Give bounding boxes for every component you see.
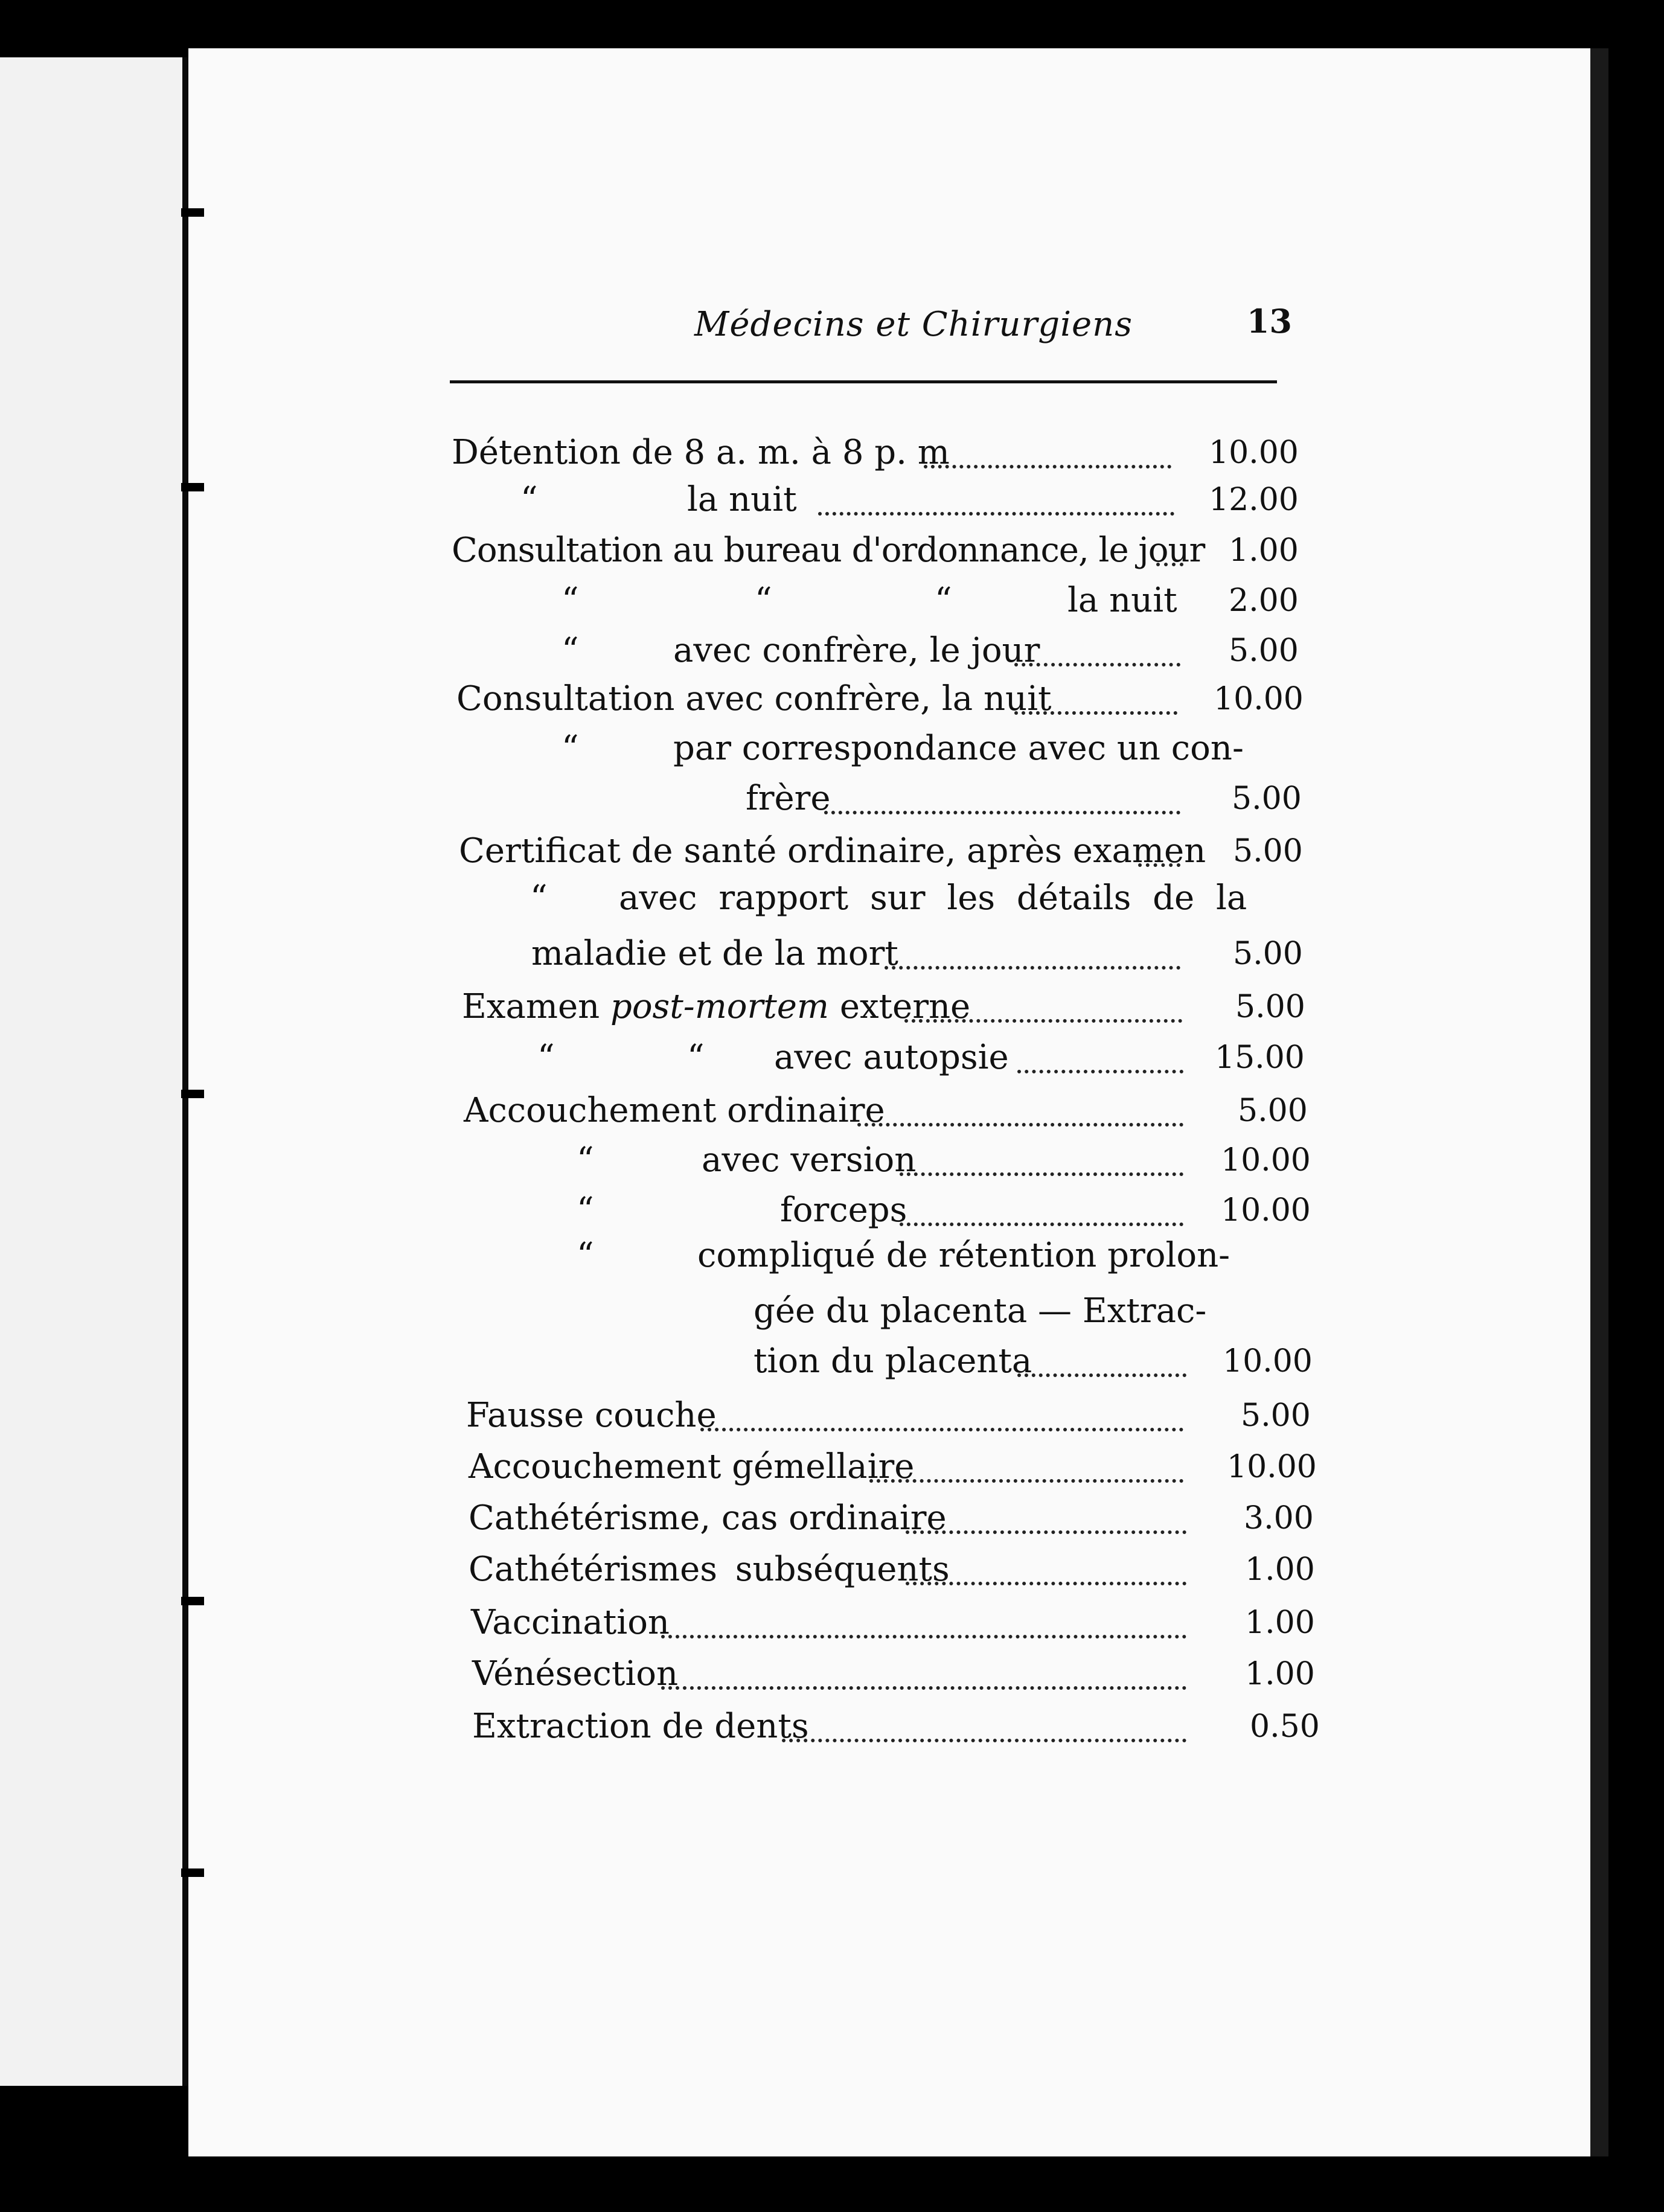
page-number: 13: [1246, 302, 1292, 340]
fee-row: [0, 1702, 1664, 1751]
ditto-mark: “: [687, 1038, 705, 1077]
dot-leader: [906, 1576, 1186, 1585]
fee-row: [0, 1392, 1664, 1440]
fee-label: la nuit: [687, 480, 797, 519]
dot-leader: [1014, 657, 1180, 666]
fee-row: [0, 1650, 1664, 1698]
header-rule: [450, 380, 1277, 383]
fee-label: Vaccination: [471, 1603, 670, 1642]
fee-label: maladie et de la mort: [531, 934, 898, 973]
fee-label: par correspondance avec un con-: [673, 729, 1244, 768]
fee-label: forceps: [780, 1191, 907, 1230]
dot-leader: [1138, 857, 1180, 867]
fee-row: [0, 476, 1664, 524]
fee-label: Consultation au bureau d'ordonnance, le jour: [452, 531, 1205, 570]
fee-label: avec autopsie: [774, 1038, 1009, 1077]
dot-leader: [924, 459, 1171, 468]
fee-row: [0, 1186, 1664, 1235]
dot-leader: [857, 1117, 1183, 1127]
fee-row: [0, 1337, 1664, 1386]
fee-row: [0, 983, 1664, 1031]
dot-leader: [824, 805, 1180, 814]
fee-label: Certificat de santé ordinaire, après examen: [459, 831, 1206, 871]
dot-leader: [661, 1629, 1186, 1638]
dot-leader: [900, 1166, 1183, 1176]
fee-row: [0, 930, 1664, 978]
fee-label: Accouchement gémellaire: [469, 1447, 915, 1486]
ditto-mark: “: [520, 480, 538, 519]
fee-row: [0, 827, 1664, 875]
dot-leader: [661, 1680, 1186, 1690]
ditto-mark: “: [755, 581, 772, 620]
ditto-mark: “: [935, 581, 952, 620]
dot-leader: [904, 1013, 1182, 1023]
fee-amount: 1.00: [1229, 532, 1299, 569]
fee-label: Vénésection: [472, 1654, 679, 1693]
fee-row: [0, 724, 1664, 773]
fee-amount: 1.00: [1245, 1656, 1315, 1692]
fee-label: gée du placenta — Extrac-: [754, 1291, 1207, 1331]
fee-row: [0, 1087, 1664, 1135]
dot-leader: [1017, 1064, 1183, 1073]
fee-label: avec confrère, le jour: [673, 631, 1040, 670]
fee-amount: 3.00: [1244, 1500, 1314, 1536]
fee-label: Consultation avec confrère, la nuit: [456, 679, 1052, 718]
ditto-mark: “: [530, 878, 548, 918]
ditto-mark: “: [577, 1236, 594, 1275]
fee-label: la nuit: [1067, 581, 1177, 620]
fee-row: [0, 874, 1664, 922]
fee-label: Extraction de dents: [472, 1707, 809, 1746]
binding-stitch: [181, 1868, 204, 1877]
ditto-mark: “: [562, 631, 579, 670]
fee-label: Examen post-mortem externe: [462, 987, 971, 1026]
ditto-mark: “: [577, 1191, 594, 1230]
fee-amount: 0.50: [1250, 1709, 1320, 1745]
fee-row: [0, 1136, 1664, 1184]
fee-amount: 10.00: [1214, 681, 1304, 717]
fee-label: Cathétérismes subséquents: [469, 1550, 950, 1589]
dot-leader: [700, 1422, 1183, 1431]
fee-amount: 12.00: [1209, 482, 1299, 518]
dot-leader: [869, 1473, 1183, 1483]
fee-amount: 1.00: [1245, 1552, 1315, 1588]
fee-row: [0, 675, 1664, 723]
fee-label: tion du placenta: [754, 1341, 1032, 1381]
fee-label: Détention de 8 a. m. à 8 p. m: [452, 433, 950, 472]
fee-label: Fausse couche: [466, 1396, 717, 1435]
fee-row: [0, 1599, 1664, 1647]
ditto-mark: “: [577, 1140, 594, 1180]
fee-row: [0, 429, 1664, 477]
fee-amount: 5.00: [1233, 833, 1303, 869]
page-header: [694, 302, 1292, 353]
fee-label: avec version: [702, 1140, 917, 1180]
fee-row: [0, 1494, 1664, 1542]
dot-leader: [900, 1216, 1183, 1226]
fee-row: [0, 526, 1664, 575]
fee-amount: 10.00: [1227, 1449, 1317, 1485]
fee-amount: 15.00: [1215, 1040, 1305, 1076]
fee-row: [0, 577, 1664, 625]
italic-term: post-mortem: [610, 987, 830, 1026]
fee-amount: 10.00: [1209, 435, 1299, 471]
fee-row: [0, 1546, 1664, 1594]
dot-leader: [1017, 1367, 1186, 1377]
fee-row: [0, 1034, 1664, 1082]
fee-amount: 5.00: [1229, 633, 1299, 669]
fee-row: [0, 775, 1664, 823]
fee-label: frère: [746, 779, 831, 818]
fee-amount: 5.00: [1235, 989, 1305, 1025]
running-title: Médecins et Chirurgiens: [694, 305, 1133, 344]
dot-leader: [885, 960, 1180, 970]
fee-amount: 2.00: [1229, 583, 1299, 619]
fee-label: Accouchement ordinaire: [464, 1091, 885, 1130]
fee-row: [0, 1287, 1664, 1335]
dot-leader: [906, 1524, 1186, 1534]
fee-amount: 1.00: [1245, 1605, 1315, 1641]
fee-row: [0, 1443, 1664, 1491]
ditto-mark: “: [537, 1038, 555, 1077]
fee-amount: 5.00: [1232, 781, 1302, 817]
dot-leader: [1156, 557, 1183, 566]
fee-label: avec rapport sur les détails de la: [619, 878, 1247, 918]
fee-row: [0, 1232, 1664, 1280]
dot-leader: [1014, 705, 1177, 715]
ditto-mark: “: [562, 729, 579, 768]
fee-label: Cathétérisme, cas ordinaire: [469, 1498, 947, 1538]
fee-amount: 10.00: [1221, 1192, 1311, 1229]
binding-stitch: [181, 208, 204, 217]
fee-amount: 5.00: [1233, 936, 1303, 972]
ditto-mark: “: [562, 581, 579, 620]
fee-label: compliqué de rétention prolon-: [697, 1236, 1230, 1275]
fee-amount: 5.00: [1241, 1398, 1311, 1434]
dot-leader: [782, 1733, 1186, 1742]
fee-amount: 5.00: [1238, 1093, 1308, 1129]
dot-leader: [818, 506, 1174, 516]
fee-row: [0, 627, 1664, 675]
fee-amount: 10.00: [1223, 1343, 1313, 1379]
fee-amount: 10.00: [1221, 1142, 1311, 1178]
